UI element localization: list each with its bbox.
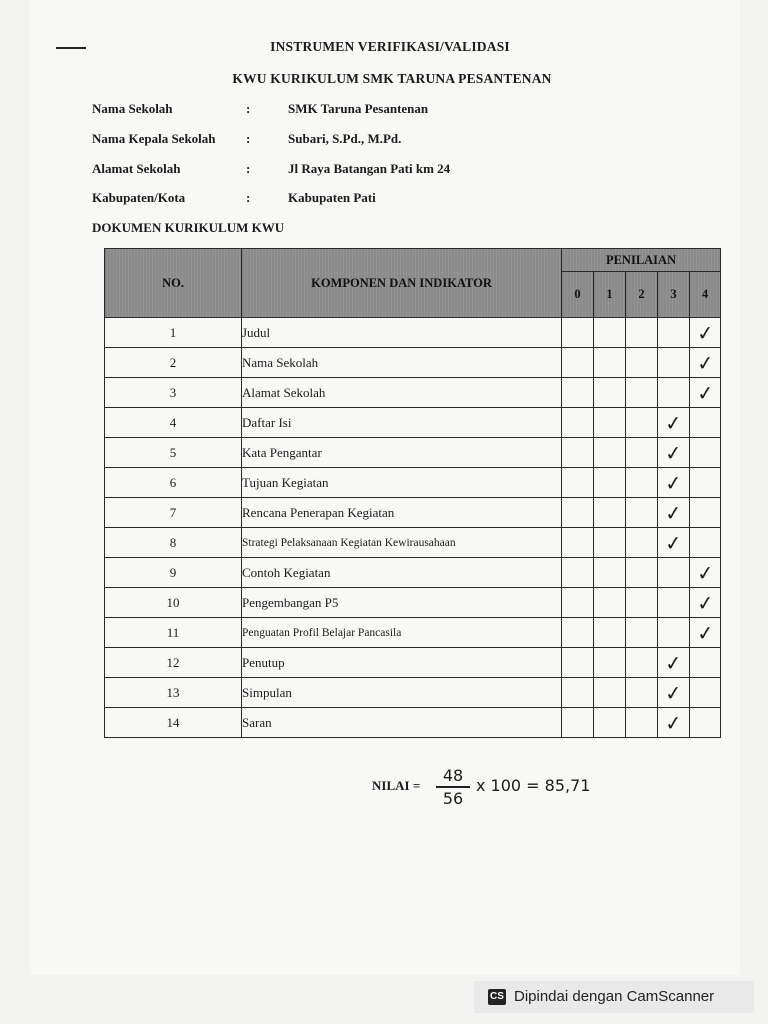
score-cell-3 [658, 468, 690, 498]
score-cell-0 [562, 318, 594, 348]
nilai-fraction [436, 766, 470, 808]
score-cell-2 [626, 348, 658, 378]
row-number: 4 [105, 408, 242, 438]
row-number: 9 [105, 558, 242, 588]
score-cell-2 [626, 408, 658, 438]
header-penilaian: PENILAIAN [562, 249, 721, 272]
score-cell-0 [562, 528, 594, 558]
score-cell-4 [690, 618, 721, 648]
document-title: INSTRUMEN VERIFIKASI/VALIDASI [270, 39, 510, 54]
score-cell-3 [658, 438, 690, 468]
info-colon: : [246, 131, 251, 146]
row-komponen: Simpulan [242, 678, 562, 708]
info-label: Nama Kepala Sekolah [92, 131, 216, 146]
row-number: 3 [105, 378, 242, 408]
score-cell-0 [562, 558, 594, 588]
checkmark-icon: ✓ [663, 529, 684, 556]
header-score-3: 3 [658, 272, 690, 318]
score-cell-3 [658, 528, 690, 558]
info-value: Subari, S.Pd., M.Pd. [288, 131, 402, 146]
info-value: Jl Raya Batangan Pati km 24 [288, 161, 451, 176]
score-cell-0 [562, 678, 594, 708]
row-number: 12 [105, 648, 242, 678]
row-komponen: Tujuan Kegiatan [242, 468, 562, 498]
checkmark-icon: ✓ [695, 379, 715, 406]
score-cell-1 [594, 498, 626, 528]
table-row [105, 528, 721, 558]
score-cell-3 [658, 618, 690, 648]
score-cell-1 [594, 408, 626, 438]
info-value: Kabupaten Pati [288, 190, 376, 205]
score-cell-0 [562, 618, 594, 648]
score-cell-3 [658, 348, 690, 378]
table-row [105, 708, 721, 738]
score-cell-1 [594, 648, 626, 678]
row-number: 7 [105, 498, 242, 528]
score-cell-4 [690, 678, 721, 708]
score-cell-3 [658, 378, 690, 408]
fraction-bar [436, 786, 470, 788]
score-cell-1 [594, 558, 626, 588]
row-komponen: Kata Pengantar [242, 438, 562, 468]
score-cell-1 [594, 318, 626, 348]
header-komponen: KOMPONEN DAN INDIKATOR [242, 249, 562, 318]
document-subtitle: KWU KURIKULUM SMK TARUNA PESANTENAN [232, 71, 552, 86]
score-cell-4 [690, 708, 721, 738]
checkmark-icon: ✓ [695, 559, 715, 586]
nilai-denominator: 56 [442, 788, 464, 808]
score-cell-0 [562, 498, 594, 528]
info-value: SMK Taruna Pesantenan [288, 101, 429, 116]
score-cell-0 [562, 348, 594, 378]
row-number: 1 [105, 318, 242, 348]
score-cell-2 [626, 708, 658, 738]
score-cell-2 [626, 558, 658, 588]
info-label: Alamat Sekolah [92, 161, 181, 176]
score-cell-3 [658, 558, 690, 588]
table-row [105, 438, 721, 468]
section-title: DOKUMEN KURIKULUM KWU [92, 220, 285, 235]
row-number: 2 [105, 348, 242, 378]
nilai-numerator: 48 [442, 766, 464, 785]
row-komponen: Judul [242, 318, 562, 348]
camscanner-text: Dipindai dengan CamScanner [514, 988, 715, 1005]
row-number: 14 [105, 708, 242, 738]
score-cell-0 [562, 708, 594, 738]
score-cell-4 [690, 318, 721, 348]
table-row [105, 648, 721, 678]
score-cell-0 [562, 648, 594, 678]
table-row [105, 378, 721, 408]
camscanner-watermark [474, 981, 754, 1013]
score-cell-0 [562, 408, 594, 438]
table-row [105, 498, 721, 528]
checkmark-icon: ✓ [695, 619, 715, 646]
info-colon: : [246, 101, 251, 116]
score-cell-1 [594, 588, 626, 618]
score-cell-1 [594, 528, 626, 558]
checkmark-icon: ✓ [695, 589, 715, 616]
checkmark-icon: ✓ [695, 319, 715, 346]
camscanner-logo-icon: CS [488, 989, 506, 1005]
score-cell-1 [594, 618, 626, 648]
row-number: 6 [105, 468, 242, 498]
row-number: 5 [105, 438, 242, 468]
table-row [105, 348, 721, 378]
table-body [105, 318, 721, 738]
nilai-result: x 100 = 85,71 [476, 776, 591, 795]
checkmark-icon: ✓ [663, 439, 684, 466]
row-number: 10 [105, 588, 242, 618]
checkmark-icon: ✓ [663, 499, 684, 526]
row-komponen: Rencana Penerapan Kegiatan [242, 498, 562, 528]
checkmark-icon: ✓ [663, 469, 684, 496]
row-komponen: Contoh Kegiatan [242, 558, 562, 588]
score-cell-2 [626, 588, 658, 618]
score-cell-4 [690, 378, 721, 408]
score-cell-3 [658, 678, 690, 708]
score-cell-1 [594, 468, 626, 498]
score-cell-3 [658, 588, 690, 618]
table-row [105, 678, 721, 708]
checkmark-icon: ✓ [663, 649, 684, 676]
row-number: 13 [105, 678, 242, 708]
header-score-0: 0 [562, 272, 594, 318]
score-cell-4 [690, 438, 721, 468]
score-cell-2 [626, 618, 658, 648]
score-cell-4 [690, 588, 721, 618]
score-cell-2 [626, 678, 658, 708]
row-komponen: Alamat Sekolah [242, 378, 562, 408]
score-cell-1 [594, 438, 626, 468]
score-cell-4 [690, 528, 721, 558]
row-komponen: Nama Sekolah [242, 348, 562, 378]
score-cell-3 [658, 318, 690, 348]
score-cell-2 [626, 468, 658, 498]
score-cell-0 [562, 438, 594, 468]
row-number: 11 [105, 618, 242, 648]
checkmark-icon: ✓ [663, 679, 684, 706]
info-label: Nama Sekolah [92, 101, 173, 116]
table-row [105, 618, 721, 648]
row-komponen: Saran [242, 708, 562, 738]
score-cell-3 [658, 408, 690, 438]
score-cell-2 [626, 498, 658, 528]
info-colon: : [246, 161, 251, 176]
score-cell-4 [690, 468, 721, 498]
row-number: 8 [105, 528, 242, 558]
row-komponen: Strategi Pelaksanaan Kegiatan Kewirausahaan [242, 528, 562, 558]
nilai-label: NILAI = [372, 778, 421, 793]
score-cell-3 [658, 648, 690, 678]
score-cell-1 [594, 378, 626, 408]
score-cell-4 [690, 558, 721, 588]
score-cell-3 [658, 498, 690, 528]
score-cell-4 [690, 348, 721, 378]
score-cell-2 [626, 438, 658, 468]
score-cell-0 [562, 378, 594, 408]
checkmark-icon: ✓ [663, 709, 684, 736]
table-row [105, 318, 721, 348]
header-score-4: 4 [690, 272, 721, 318]
score-cell-4 [690, 648, 721, 678]
row-komponen: Daftar Isi [242, 408, 562, 438]
score-cell-2 [626, 648, 658, 678]
score-cell-4 [690, 408, 721, 438]
score-cell-1 [594, 708, 626, 738]
header-score-1: 1 [594, 272, 626, 318]
table-row [105, 408, 721, 438]
score-cell-4 [690, 498, 721, 528]
header-score-2: 2 [626, 272, 658, 318]
row-komponen: Penutup [242, 648, 562, 678]
score-cell-1 [594, 678, 626, 708]
table-row [105, 468, 721, 498]
score-cell-1 [594, 348, 626, 378]
checkmark-icon: ✓ [695, 349, 715, 376]
info-colon: : [246, 190, 251, 205]
header-no: NO. [105, 249, 242, 318]
score-cell-0 [562, 468, 594, 498]
score-cell-0 [562, 588, 594, 618]
info-label: Kabupaten/Kota [92, 190, 186, 205]
score-cell-2 [626, 378, 658, 408]
score-cell-3 [658, 708, 690, 738]
table-row [105, 558, 721, 588]
row-komponen: Penguatan Profil Belajar Pancasila [242, 618, 562, 648]
table-row [105, 588, 721, 618]
row-komponen: Pengembangan P5 [242, 588, 562, 618]
score-cell-2 [626, 528, 658, 558]
assessment-table [104, 248, 721, 738]
checkmark-icon: ✓ [663, 409, 684, 436]
score-cell-2 [626, 318, 658, 348]
